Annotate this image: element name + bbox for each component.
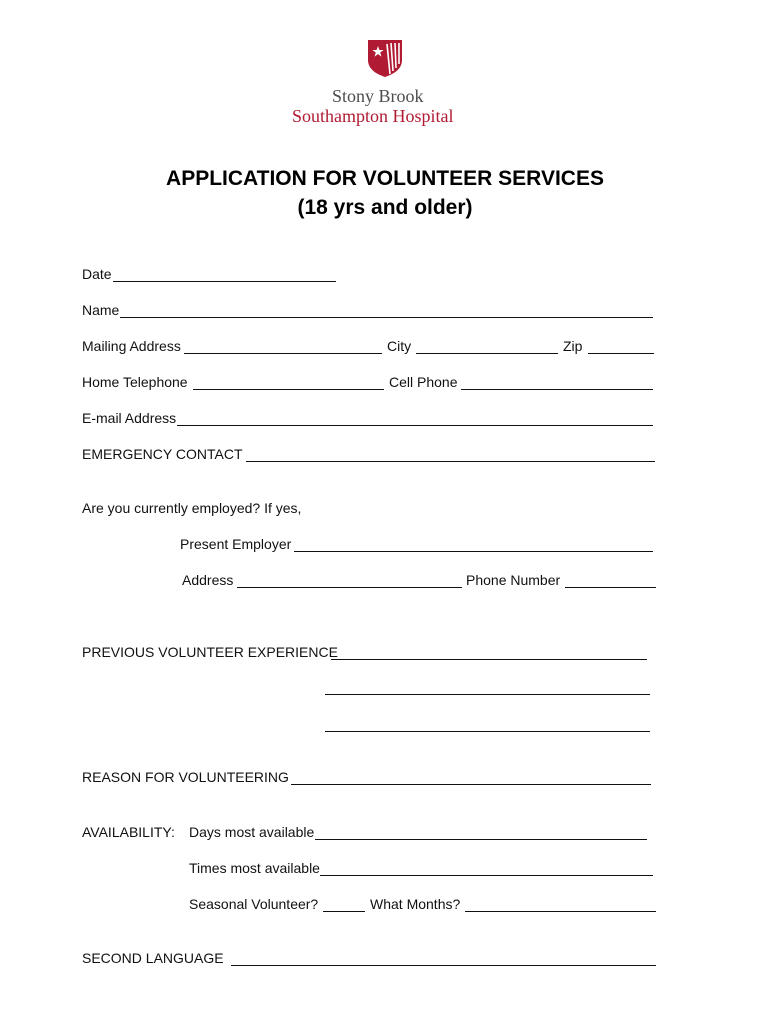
reason-field[interactable] — [291, 784, 651, 785]
hospital-logo — [290, 38, 480, 130]
days-available-label: Days most available — [189, 824, 315, 840]
form-subtitle: (18 yrs and older) — [297, 196, 473, 219]
what-months-field[interactable] — [465, 911, 656, 912]
email-field[interactable] — [177, 425, 653, 426]
brand-name-line1: Stony Brook — [332, 86, 424, 106]
availability-label: AVAILABILITY: — [82, 824, 175, 840]
previous-experience-field-3[interactable] — [325, 731, 650, 732]
present-employer-label: Present Employer — [180, 536, 292, 552]
brand-name-line2: Southampton Hospital — [292, 106, 454, 126]
seasonal-label: Seasonal Volunteer? — [189, 896, 319, 912]
date-field[interactable] — [113, 281, 336, 282]
form-title: APPLICATION FOR VOLUNTEER SERVICES — [166, 167, 604, 190]
city-field[interactable] — [416, 353, 558, 354]
cell-phone-label: Cell Phone — [389, 374, 458, 390]
home-telephone-label: Home Telephone — [82, 374, 188, 390]
emergency-contact-field[interactable] — [246, 461, 655, 462]
date-label: Date — [82, 266, 112, 282]
city-label: City — [387, 338, 412, 354]
employer-address-label: Address — [182, 572, 234, 588]
times-available-label: Times most available — [189, 860, 320, 876]
mailing-address-field[interactable] — [184, 353, 382, 354]
seasonal-field[interactable] — [323, 911, 365, 912]
phone-number-label: Phone Number — [466, 572, 561, 588]
email-label: E-mail Address — [82, 410, 177, 426]
days-available-field[interactable] — [315, 839, 647, 840]
second-language-field[interactable] — [231, 965, 656, 966]
zip-field[interactable] — [588, 353, 654, 354]
times-available-field[interactable] — [320, 875, 653, 876]
previous-experience-field-2[interactable] — [325, 694, 650, 695]
employer-address-field[interactable] — [237, 587, 462, 588]
zip-label: Zip — [563, 338, 583, 354]
name-label: Name — [82, 302, 120, 318]
emergency-contact-label: EMERGENCY CONTACT — [82, 446, 243, 462]
mailing-address-label: Mailing Address — [82, 338, 181, 354]
phone-number-field[interactable] — [565, 587, 656, 588]
present-employer-field[interactable] — [294, 551, 653, 552]
what-months-label: What Months? — [370, 896, 461, 912]
name-field[interactable] — [120, 317, 653, 318]
previous-experience-label: PREVIOUS VOLUNTEER EXPERIENCE — [82, 644, 338, 660]
cell-phone-field[interactable] — [461, 389, 653, 390]
employment-question: Are you currently employed? If yes, — [82, 500, 302, 516]
previous-experience-field-1[interactable] — [331, 659, 647, 660]
home-telephone-field[interactable] — [193, 389, 384, 390]
second-language-label: SECOND LANGUAGE — [82, 950, 224, 966]
reason-label: REASON FOR VOLUNTEERING — [82, 769, 289, 785]
shield-logo-icon — [366, 38, 404, 78]
